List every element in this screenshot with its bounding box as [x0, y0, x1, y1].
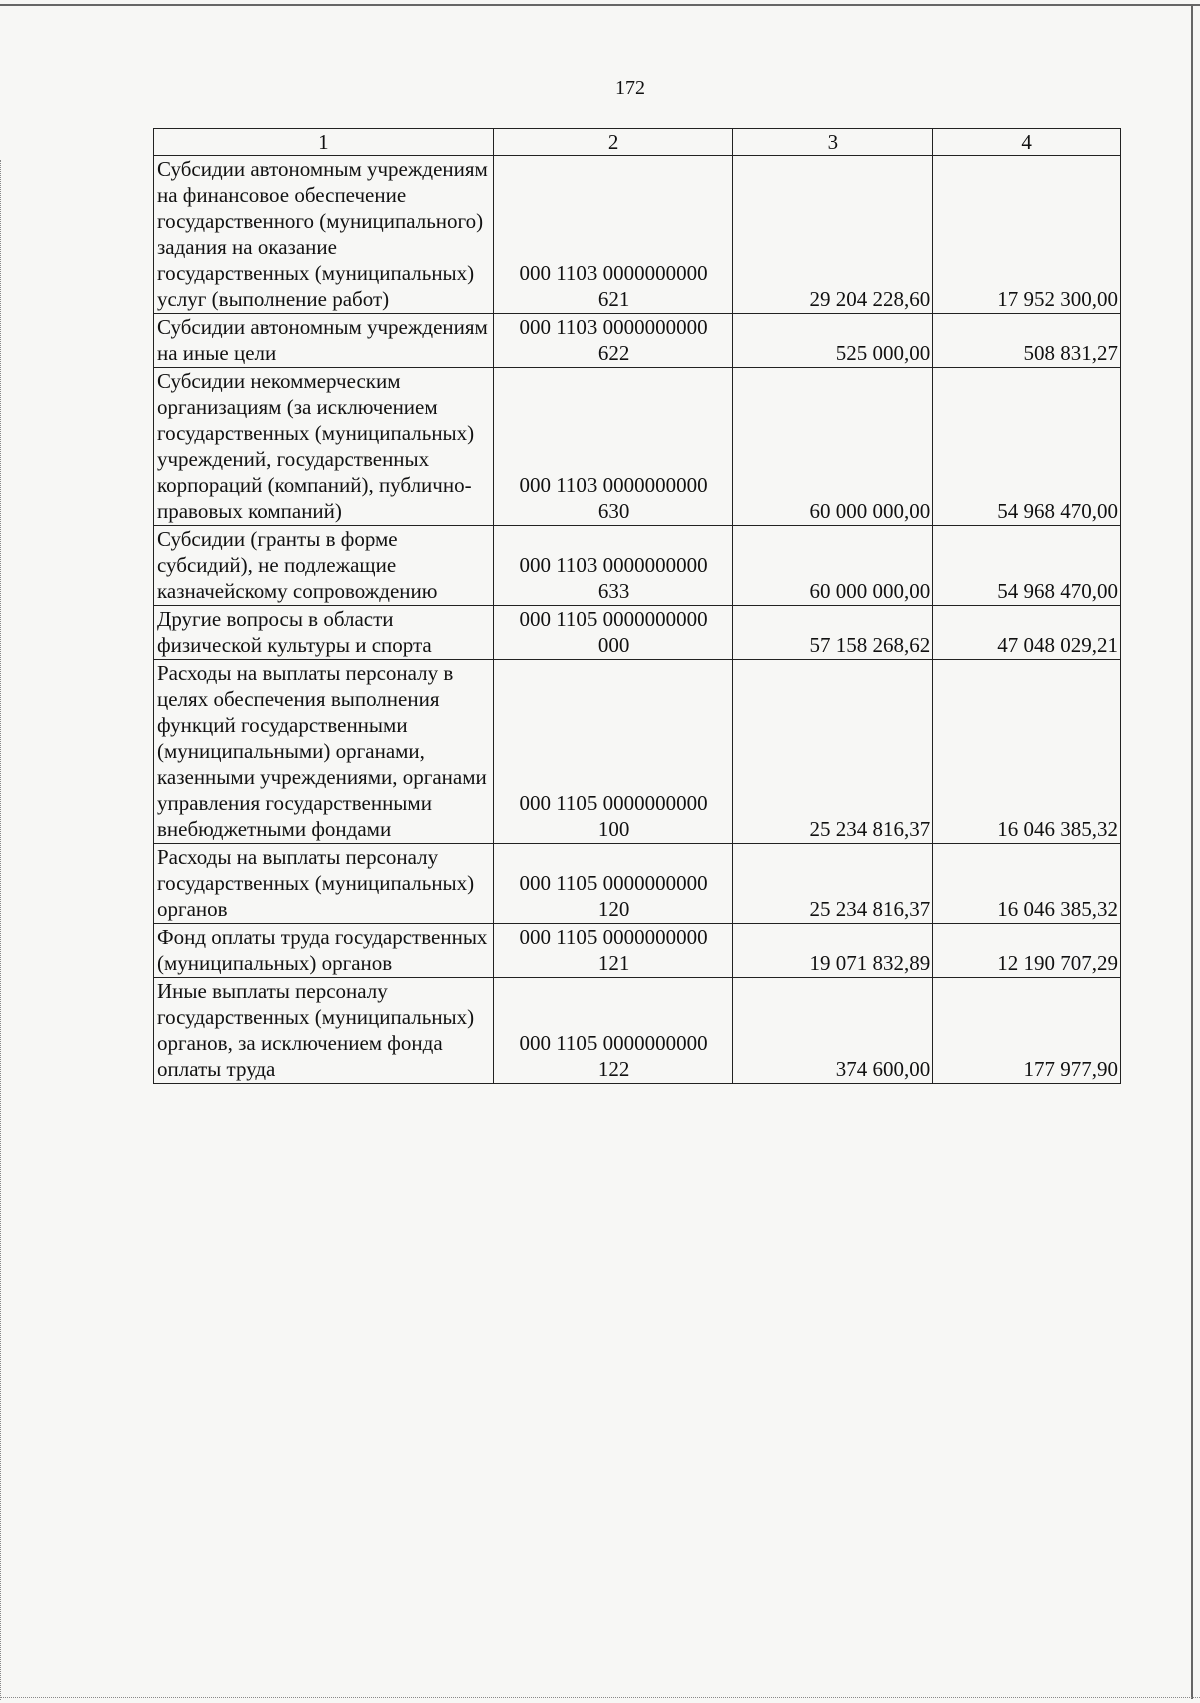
row-name: Фонд оплаты труда государственных (муниципальных) органов [154, 924, 494, 978]
row-col4-amount: 12 190 707,29 [933, 924, 1121, 978]
page-edge-left [0, 160, 2, 1700]
row-code-line2: 122 [597, 1057, 630, 1081]
row-col4-amount: 16 046 385,32 [933, 660, 1121, 844]
table-row [154, 368, 1121, 526]
row-col4-amount: 16 046 385,32 [933, 844, 1121, 924]
row-col3-amount: 19 071 832,89 [733, 924, 933, 978]
row-code [493, 368, 733, 526]
page-number: 172 [615, 77, 645, 99]
table-row [154, 156, 1121, 314]
row-code [493, 660, 733, 844]
row-code [493, 314, 733, 368]
row-code-line1: 000 1103 0000000000 [519, 553, 708, 577]
table-row [154, 978, 1121, 1084]
row-code-line2: 000 [597, 633, 630, 657]
table-row [154, 526, 1121, 606]
row-name: Расходы на выплаты персоналу государственных (муниципальных) органов [154, 844, 494, 924]
header-cell-1: 1 [154, 129, 494, 156]
row-code-line2: 622 [597, 341, 630, 365]
row-code-line2: 121 [597, 951, 630, 975]
row-code-line1: 000 1103 0000000000 [519, 261, 708, 285]
row-code-line1: 000 1105 0000000000 [519, 607, 708, 631]
page-edge-bottom [0, 1697, 1200, 1699]
row-col4-amount: 47 048 029,21 [933, 606, 1121, 660]
row-col4-amount: 54 968 470,00 [933, 526, 1121, 606]
row-code [493, 978, 733, 1084]
header-cell-4: 4 [933, 129, 1121, 156]
table-row [154, 660, 1121, 844]
row-code-line1: 000 1103 0000000000 [519, 473, 708, 497]
table-row [154, 606, 1121, 660]
row-col3-amount: 29 204 228,60 [733, 156, 933, 314]
table-row [154, 924, 1121, 978]
row-name: Субсидии автономным учреждениям на финансовое обеспечение государственного (муниципального) задания на оказание государственных (муниципальных) услуг (выполнение работ) [154, 156, 494, 314]
row-code-line2: 120 [597, 897, 630, 921]
header-cell-2: 2 [493, 129, 733, 156]
row-code-line2: 633 [597, 579, 630, 603]
row-col3-amount: 525 000,00 [733, 314, 933, 368]
row-code [493, 156, 733, 314]
row-col3-amount: 60 000 000,00 [733, 368, 933, 526]
row-code-line2: 621 [597, 287, 630, 311]
row-col4-amount: 508 831,27 [933, 314, 1121, 368]
header-row [154, 129, 1121, 156]
row-code [493, 526, 733, 606]
row-name: Субсидии (гранты в форме субсидий), не подлежащие казначейскому сопровождению [154, 526, 494, 606]
page-edge-right [1191, 4, 1193, 1699]
header-cell-3: 3 [733, 129, 933, 156]
row-name: Расходы на выплаты персоналу в целях обеспечения выполнения функций государственными (муниципальными) органами, казенными учреждениями, органами управления государственными внебюджетными фондами [154, 660, 494, 844]
row-code [493, 924, 733, 978]
row-col3-amount: 25 234 816,37 [733, 844, 933, 924]
row-code-line2: 100 [597, 817, 630, 841]
row-col3-amount: 60 000 000,00 [733, 526, 933, 606]
row-name: Другие вопросы в области физической культуры и спорта [154, 606, 494, 660]
row-code-line2: 630 [597, 499, 630, 523]
row-col3-amount: 57 158 268,62 [733, 606, 933, 660]
row-name: Иные выплаты персоналу государственных (муниципальных) органов, за исключением фонда оплаты труда [154, 978, 494, 1084]
table-row [154, 314, 1121, 368]
table-row [154, 844, 1121, 924]
row-code [493, 844, 733, 924]
row-col4-amount: 54 968 470,00 [933, 368, 1121, 526]
row-code-line1: 000 1105 0000000000 [519, 1031, 708, 1055]
row-col3-amount: 374 600,00 [733, 978, 933, 1084]
row-col4-amount: 17 952 300,00 [933, 156, 1121, 314]
row-col3-amount: 25 234 816,37 [733, 660, 933, 844]
row-col4-amount: 177 977,90 [933, 978, 1121, 1084]
row-code-line1: 000 1105 0000000000 [519, 871, 708, 895]
page-edge-top [0, 4, 1200, 6]
budget-table [153, 128, 1121, 1084]
row-code [493, 606, 733, 660]
row-code-line1: 000 1103 0000000000 [519, 315, 708, 339]
row-code-line1: 000 1105 0000000000 [519, 791, 708, 815]
row-code-line1: 000 1105 0000000000 [519, 925, 708, 949]
row-name: Субсидии некоммерческим организациям (за исключением государственных (муниципальных) учреждений, государственных корпораций (компаний), публично-правовых компаний) [154, 368, 494, 526]
row-name: Субсидии автономным учреждениям на иные цели [154, 314, 494, 368]
